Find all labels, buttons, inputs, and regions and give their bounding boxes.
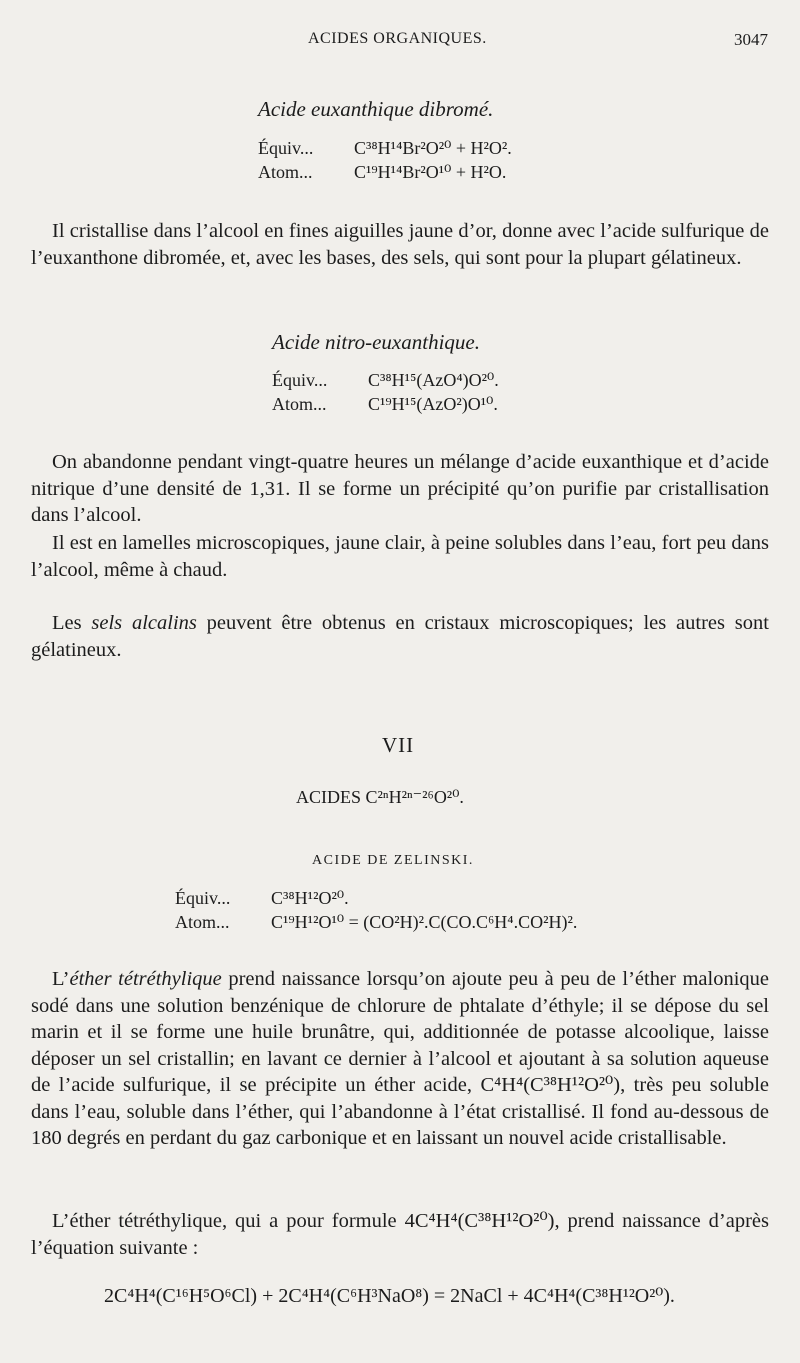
section-title-nitro: Acide nitro-euxanthique. [272,330,480,354]
formula-equiv-zelinski [175,888,349,909]
chapter-subtitle: ACIDE DE ZELINSKI. [312,853,474,868]
formula-label: Atom... [272,394,327,414]
running-title: ACIDES ORGANIQUES. [308,30,487,47]
formula-value: C³⁸H¹⁵(AzO⁴)O²⁰. [368,370,499,390]
paragraph-nitro-3 [31,610,769,663]
reaction-equation: 2C⁴H⁴(C¹⁶H⁵O⁶Cl) + 2C⁴H⁴(C⁶H³NaO⁸) = 2NaCl + 4C⁴H⁴(C³⁸H¹²O²⁰). [104,1285,675,1307]
text-run: prend naissance lorsqu’on ajoute peu à peu de l’éther malonique sodé dans une solution benzénique de chlorure de phtalate d’éthyle; il se dépose du sel marin et il se forme une huile brunâtre, qui, additionnée de potasse alcoolique, laisse déposer un sel cristallin; en lavant ce dernier à l’alcool et ajoutant à sa solution aqueuse de l’acide sulfurique, il se précipite un éther acide, C⁴H⁴(C³⁸H¹²O²⁰), très peu soluble dans l’eau, soluble dans l’éther, qui l’abandonne à l’état cristallisé. Il fond au-dessous de 180 degrés en perdant du gaz carbonique et en laissant un nouvel acide cristallisable. [31,968,769,1149]
formula-atom-nitro [272,394,498,415]
italic-term: éther tétréthylique [69,968,222,990]
text-run: peuvent être obtenus en cristaux microscopiques; les autres sont gélatineux. [31,612,769,661]
formula-atom-dibromo [258,162,506,183]
paragraph-zelinski-1 [31,966,769,1152]
paragraph-nitro-2: Il est en lamelles microscopiques, jaune clair, à peine solubles dans l’eau, fort peu dans l’alcool, même à chaud. [31,532,769,581]
formula-value: C³⁸H¹⁴Br²O²⁰ + H²O². [354,138,512,158]
formula-value: C¹⁹H¹⁴Br²O¹⁰ + H²O. [354,162,507,182]
formula-equiv-dibromo [258,138,512,159]
formula-label: Atom... [258,162,313,182]
formula-value: C¹⁹H¹²O¹⁰ = (CO²H)².C(CO.C⁶H⁴.CO²H)². [271,912,578,932]
text-run: L’ [52,968,70,990]
paragraph-nitro-1: On abandonne pendant vingt-quatre heures un mélange d’acide euxanthique et d’acide nitrique d’une densité de 1,31. Il se forme un précipité qu’on purifie par cristallisation dans l’alcool. [31,451,769,526]
formula-atom-zelinski [175,912,577,933]
paragraph-dibromo: Il cristallise dans l’alcool en fines aiguilles jaune d’or, donne avec l’acide sulfurique de l’euxanthone dibromée, et, avec les bases, des sels, qui sont pour la plupart gélatineux. [31,220,769,269]
page-number: 3047 [734,30,768,49]
text-run: Les [52,612,92,634]
paragraph-zelinski-2: L’éther tétréthylique, qui a pour formule 4C⁴H⁴(C³⁸H¹²O²⁰), prend naissance d’après l’équation suivante : [31,1210,769,1259]
chapter-section-title: ACIDES C²ⁿH²ⁿ⁻²⁶O²⁰. [296,787,464,807]
formula-value: C³⁸H¹²O²⁰. [271,888,349,908]
section-title-dibromo: Acide euxanthique dibromé. [258,97,494,121]
formula-equiv-nitro [272,370,499,391]
formula-label: Équiv... [258,138,314,158]
formula-value: C¹⁹H¹⁵(AzO²)O¹⁰. [368,394,498,414]
formula-label: Atom... [175,912,230,932]
chapter-number: VII [382,733,415,757]
formula-label: Équiv... [272,370,328,390]
formula-label: Équiv... [175,888,231,908]
italic-term: sels alcalins [91,612,197,634]
